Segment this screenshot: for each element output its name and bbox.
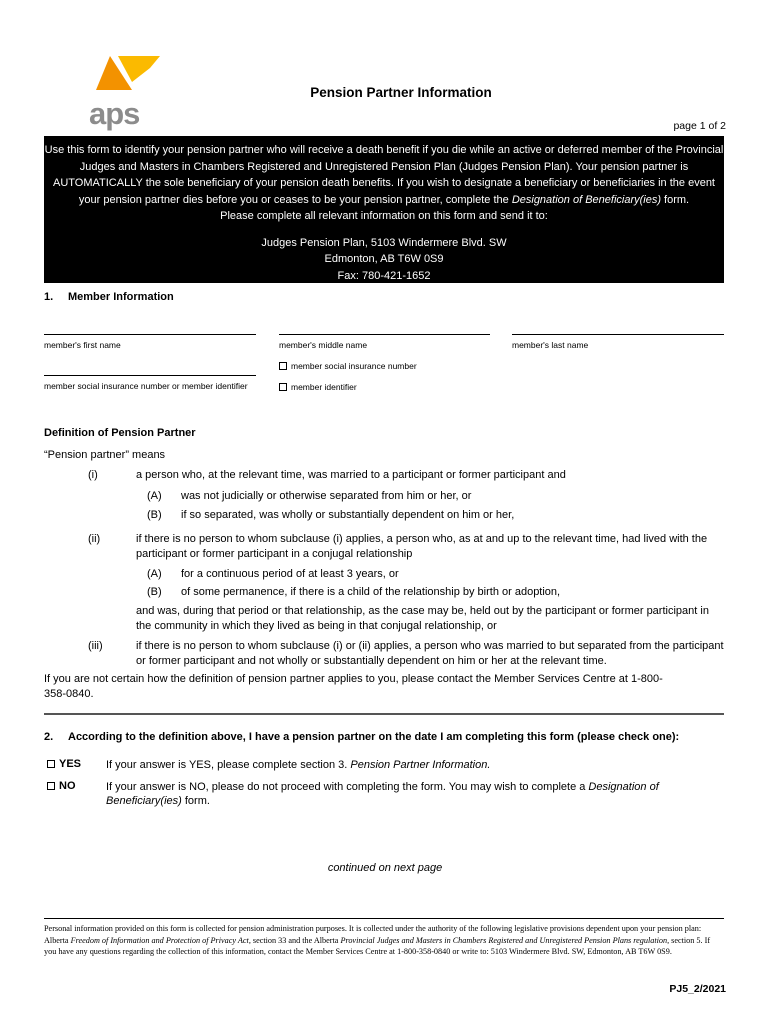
clause-iii-text: if there is no person to whom subclause (i) or (ii) applies, a person who was married to but separated from the participant or former participant and not wholly or substantially dependent on him or her at the relevant time. <box>136 640 724 667</box>
middle-name-label: member's middle name <box>279 340 368 350</box>
yes-checkbox[interactable] <box>47 760 55 768</box>
clause-ii-b-label: (B) <box>147 586 162 598</box>
clause-i-a-label: (A) <box>147 490 162 502</box>
definition-intro: “Pension partner” means <box>44 449 166 461</box>
last-name-field[interactable] <box>512 334 724 335</box>
definition-heading: Definition of Pension Partner <box>44 427 196 439</box>
intro-instruction: Please complete all relevant information on this form and send it to: <box>220 210 548 222</box>
sin-or-id-label: member social insurance number or member identifier <box>44 381 248 391</box>
clause-i-b-text: if so separated, was wholly or substantially dependent on him or her, <box>181 509 515 521</box>
section2-number: 2. <box>44 731 54 743</box>
intro-paragraph: Use this form to identify your pension partner who will receive a death benefit if you die while an active or deferred member of the Provincial Judges and Masters in Chambers Registered and Unregistered Pension Plan (Judges Pension Plan). Your pension partner is AUTOMATICALLY the sole beneficiary of your pension death benefits. If you wish to designate a beneficiary or beneficiaries in the event your pension partner dies before you or ceases to be your pension partner, complete the Designation of Beneficiary(ies) form. <box>44 144 724 206</box>
address-line-1: Judges Pension Plan, 5103 Windermere Blvd. SW <box>261 236 507 249</box>
continued-note: continued on next page <box>327 862 443 874</box>
contact-text: If you are not certain how the definition of pension partner applies to you, please contact the Member Services Centre at 1-800-358-0840. <box>44 673 663 700</box>
clause-iii-label: (iii) <box>88 640 103 652</box>
first-name-label: member's first name <box>44 340 121 350</box>
section1-number: 1. <box>44 291 54 303</box>
no-option[interactable]: NO <box>47 780 76 792</box>
clause-i-label: (i) <box>88 469 98 481</box>
no-instruction: If your answer is NO, please do not proceed with completing the form. You may wish to complete a Designation of Beneficiary(ies) form. <box>106 781 659 807</box>
option-id[interactable]: member identifier <box>279 382 357 392</box>
option-sin[interactable]: member social insurance number <box>279 361 417 371</box>
clause-ii-a-text: for a continuous period of at least 3 years, or <box>181 568 399 580</box>
yes-instruction: If your answer is YES, please complete section 3. Pension Partner Information. <box>106 759 491 771</box>
address-line-2: Edmonton, AB T6W 0S9 <box>324 253 444 265</box>
logo-yellow-shape <box>118 56 160 82</box>
clause-ii-after: and was, during that period or that relationship, as the case may be, held out by the participant or former participant in the community in which they lived as being in that conjugal relationship, or <box>136 605 709 632</box>
yes-option[interactable]: YES <box>47 758 81 770</box>
privacy-footnote: Personal information provided on this form is collected for pension administration purposes. It is collected under the authority of the following legislative provisions dependent upon your pension plan: Alberta Freedom of Information and Protection of Privacy Act, section 33 and the Alberta Provincial Judges and Masters in Chambers Registered and Unregistered Pension Plans regulation, section 5. If you have any questions regarding the collection of this information, contact the Member Services Centre at 1-800-358-0840 or write to: 5103 Windermere Blvd. SW, Edmonton, AB T6W 0S9. <box>44 924 711 956</box>
clause-i-b-label: (B) <box>147 509 162 521</box>
clause-ii-a-label: (A) <box>147 568 162 580</box>
logo-text: aps <box>89 96 140 131</box>
first-name-field[interactable] <box>44 334 256 335</box>
section1-heading: Member Information <box>68 291 174 303</box>
clause-ii-text: if there is no person to whom subclause (i) applies, a person who, as at and up to the relevant time, had lived with the participant or former participant in a conjugal relationship <box>136 533 708 560</box>
section2-heading: According to the definition above, I have a pension partner on the date I am completing this form (please check one): <box>68 731 680 743</box>
clause-ii-b-text: of some permanence, if there is a child of the relationship by birth or adoption, <box>181 586 561 598</box>
form-id: PJ5_2/2021 <box>669 983 726 995</box>
sin-checkbox[interactable] <box>279 362 287 370</box>
clause-i-a-text: was not judicially or otherwise separated from him or her, or <box>181 490 472 502</box>
id-checkbox[interactable] <box>279 383 287 391</box>
page-title: Pension Partner Information <box>310 85 492 100</box>
no-checkbox[interactable] <box>47 782 55 790</box>
fax-number: Fax: 780-421-1652 <box>337 269 431 282</box>
page-number: page 1 of 2 <box>673 120 726 132</box>
section-divider <box>44 713 724 715</box>
footnote-divider <box>44 918 724 919</box>
last-name-label: member's last name <box>512 340 589 350</box>
sin-or-id-field[interactable] <box>44 375 256 376</box>
middle-name-field[interactable] <box>279 334 490 335</box>
intro-box <box>44 136 724 283</box>
clause-i-text: a person who, at the relevant time, was married to a participant or former participant and <box>136 469 566 481</box>
clause-ii-label: (ii) <box>88 533 101 545</box>
